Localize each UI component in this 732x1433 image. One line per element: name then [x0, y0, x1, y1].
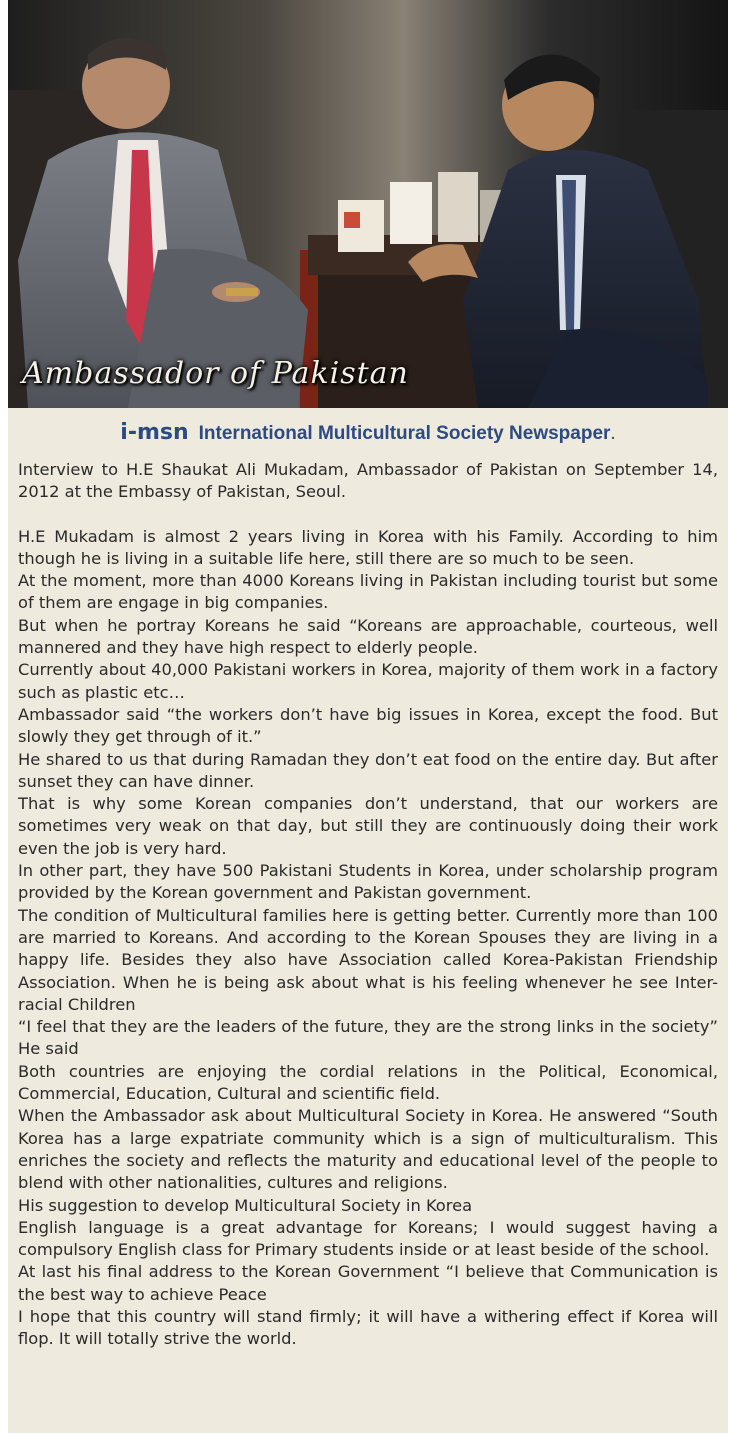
article-paragraph: Both countries are enjoying the cordial relations in the Political, Economical, Commercial, Education, Cultural and scientific field.: [18, 1061, 718, 1104]
article-paragraph: That is why some Korean companies don’t understand, that our workers are sometimes very weak on that day, but still they are continuously doing their work even the job is very hard.: [18, 794, 718, 858]
article-paragraph: Currently about 40,000 Pakistani workers in Korea, majority of them work in a factory such as plastic etc…: [18, 660, 718, 702]
article-paragraph: In other part, they have 500 Pakistani Students in Korea, under scholarship program provided by the Korean government and Pakistan government.: [18, 861, 718, 903]
article-paragraph: But when he portray Koreans he said “Koreans are approachable, courteous, well mannered and they have high respect to elderly people.: [18, 615, 718, 658]
article-body: [18, 459, 718, 1351]
interview-photo-illustration: [8, 0, 728, 408]
article-paragraph: English language is a great advantage for Koreans; I would suggest having a compulsory English class for Primary students inside or at least beside of the school.: [18, 1217, 718, 1260]
newspaper-masthead: [8, 420, 728, 445]
newspaper-page: [8, 0, 728, 1433]
article-paragraph: H.E Mukadam is almost 2 years living in Korea with his Family. According to him though he is living in a suitable life here, still there are so much to be seen.: [18, 526, 718, 568]
article-paragraph: He shared to us that during Ramadan they don’t eat food on the entire day. But after sunset they can have dinner.: [18, 749, 718, 791]
photo-caption: Ambassador of Pakistan: [22, 356, 409, 391]
article-paragraph: At last his final address to the Korean Government “I believe that Communication is the best way to achieve Peace: [18, 1262, 718, 1304]
interview-photo: [8, 0, 728, 408]
article-paragraph: The condition of Multicultural families here is getting better. Currently more than 100 are married to Koreans. And according to the Korean Spouses they are living in a happy life. Besides they also have Association called Korea-Pakistan Friendship Association. When he is being ask about what is his feeling whenever he see Inter-racial Children: [18, 905, 718, 1014]
article-paragraph: Ambassador said “the workers don’t have big issues in Korea, except the food. But slowly they get through of it.”: [18, 704, 718, 747]
article-paragraph: When the Ambassador ask about Multicultural Society in Korea. He answered “South Korea has a large expatriate community which is a sign of multiculturalism. This enriches the society and reflects the maturity and educational level of the people to blend with other nationalities, cultures and religions.: [18, 1106, 718, 1193]
article-paragraph: At the moment, more than 4000 Koreans living in Pakistan including tourist but some of them are engage in big companies.: [18, 571, 718, 613]
article-paragraph: Interview to H.E Shaukat Ali Mukadam, Ambassador of Pakistan on September 14, 2012 at the Embassy of Pakistan, Seoul.: [18, 460, 718, 502]
i-msn-logo: i-msn: [120, 420, 189, 445]
article-paragraph: I hope that this country will stand firmly; it will have a withering effect if Korea will flop. It will totally strive the world.: [18, 1306, 718, 1349]
article-paragraph: His suggestion to develop Multicultural Society in Korea: [18, 1195, 473, 1215]
newspaper-title: International Multicultural Society Newspaper: [198, 423, 611, 444]
masthead-period: .: [610, 423, 616, 444]
article-paragraph: “I feel that they are the leaders of the future, they are the strong links in the society” He said: [18, 1017, 718, 1059]
